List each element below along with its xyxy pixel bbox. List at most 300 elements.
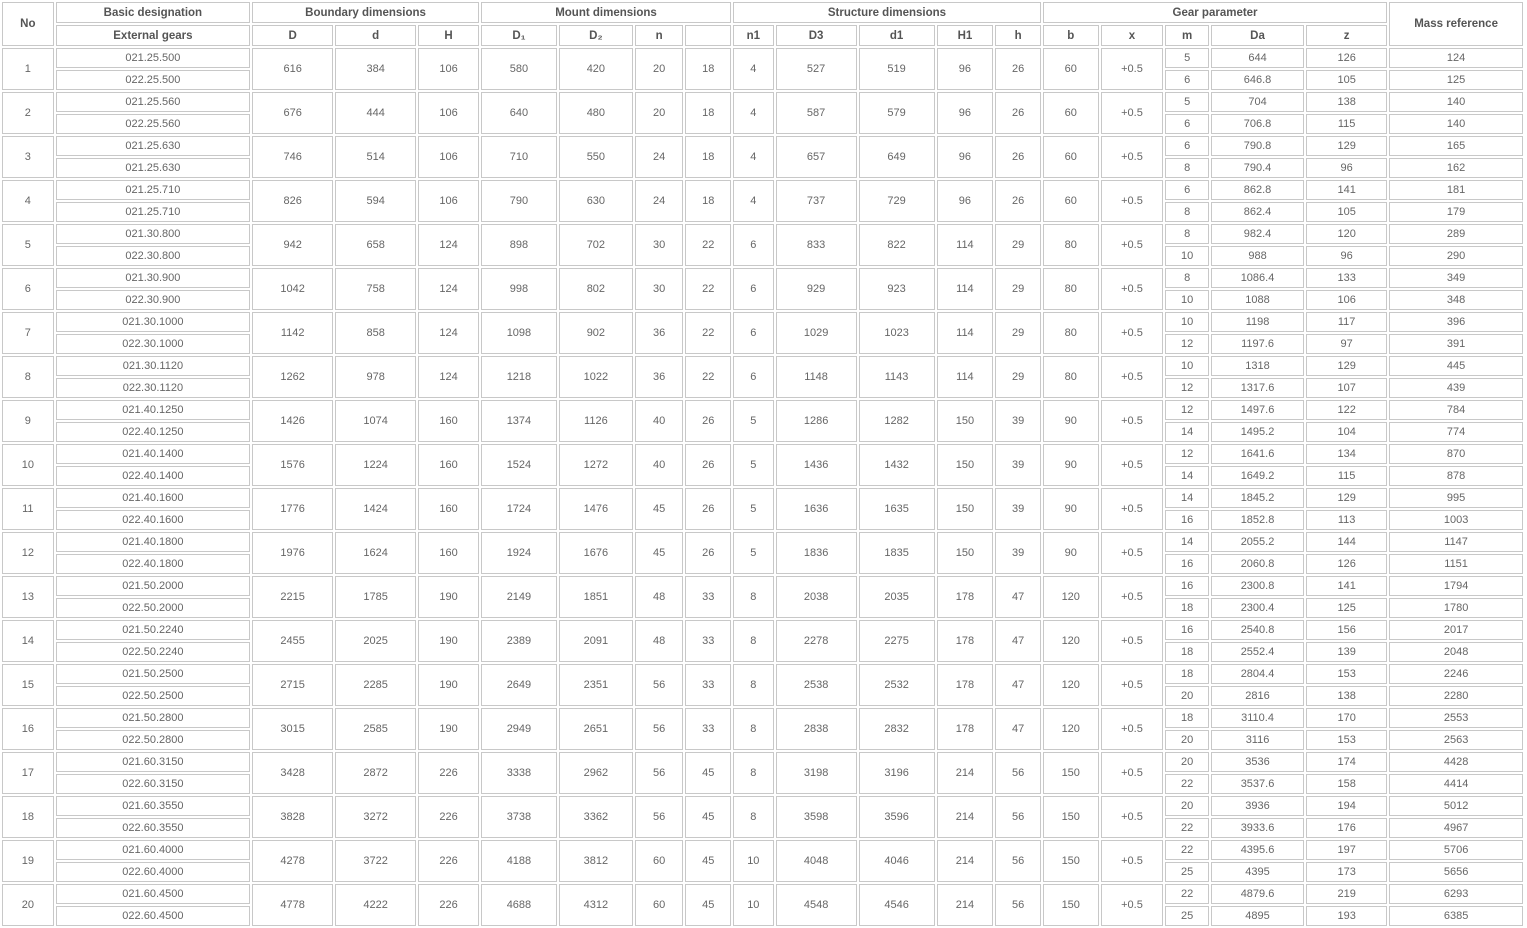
cell-d1: 1023	[859, 312, 935, 354]
cell-designation: 021.60.4500	[56, 884, 250, 904]
cell-designation: 021.50.2800	[56, 708, 250, 728]
cell-d: 4222	[335, 884, 416, 926]
cell-Da: 988	[1211, 246, 1304, 266]
cell-mass: 165	[1389, 136, 1523, 156]
cell-d: 594	[335, 180, 416, 222]
table-row	[2, 356, 1523, 376]
cell-z: 126	[1306, 554, 1387, 574]
cell-designation: 021.40.1400	[56, 444, 250, 464]
cell-designation: 022.30.900	[56, 290, 250, 310]
cell-Da: 2552.4	[1211, 642, 1304, 662]
cell-m: 6	[1165, 136, 1209, 156]
cell-m: 8	[1165, 268, 1209, 288]
cell-H: 160	[418, 444, 479, 486]
cell-x: +0.5	[1101, 136, 1164, 178]
cell-n1: 8	[733, 576, 774, 618]
header-mass-reference: Mass reference	[1389, 2, 1523, 46]
cell-Da: 706.8	[1211, 114, 1304, 134]
cell-n1: 5	[733, 532, 774, 574]
cell-b: 80	[1043, 356, 1099, 398]
cell-d: 1785	[335, 576, 416, 618]
cell-z: 120	[1306, 224, 1387, 244]
cell-b: 90	[1043, 400, 1099, 442]
cell-Da: 2300.8	[1211, 576, 1304, 596]
cell-H: 160	[418, 532, 479, 574]
cell-D1: 1524	[481, 444, 557, 486]
cell-n: 45	[635, 488, 684, 530]
cell-D1: 2949	[481, 708, 557, 750]
cell-mass: 290	[1389, 246, 1523, 266]
cell-e: 33	[685, 576, 731, 618]
cell-b: 150	[1043, 796, 1099, 838]
cell-d: 2025	[335, 620, 416, 662]
cell-e: 26	[685, 488, 731, 530]
header-boundary-dimensions: Boundary dimensions	[252, 2, 479, 23]
cell-z: 194	[1306, 796, 1387, 816]
cell-e: 33	[685, 620, 731, 662]
cell-D3: 1029	[776, 312, 857, 354]
cell-h: 56	[995, 796, 1041, 838]
cell-b: 80	[1043, 312, 1099, 354]
cell-D1: 580	[481, 48, 557, 90]
cell-b: 90	[1043, 444, 1099, 486]
cell-m: 18	[1165, 708, 1209, 728]
table-row	[2, 752, 1523, 772]
cell-n: 56	[635, 752, 684, 794]
cell-x: +0.5	[1101, 532, 1164, 574]
cell-H1: 114	[937, 268, 994, 310]
cell-Da: 2055.2	[1211, 532, 1304, 552]
cell-n1: 5	[733, 444, 774, 486]
cell-e: 22	[685, 356, 731, 398]
cell-n: 24	[635, 136, 684, 178]
cell-D: 1776	[252, 488, 333, 530]
cell-z: 115	[1306, 114, 1387, 134]
cell-D3: 1286	[776, 400, 857, 442]
cell-no: 20	[2, 884, 54, 926]
cell-h: 47	[995, 620, 1041, 662]
cell-Da: 790.8	[1211, 136, 1304, 156]
cell-x: +0.5	[1101, 48, 1164, 90]
cell-n1: 10	[733, 884, 774, 926]
cell-n1: 8	[733, 620, 774, 662]
cell-D3: 2038	[776, 576, 857, 618]
cell-mass: 6385	[1389, 906, 1523, 926]
cell-d: 444	[335, 92, 416, 134]
cell-Da: 862.4	[1211, 202, 1304, 222]
cell-mass: 1780	[1389, 598, 1523, 618]
header-Da: Da	[1211, 25, 1304, 46]
cell-designation: 022.50.2240	[56, 642, 250, 662]
cell-h: 26	[995, 48, 1041, 90]
cell-m: 14	[1165, 532, 1209, 552]
cell-designation: 021.30.900	[56, 268, 250, 288]
cell-designation: 021.50.2240	[56, 620, 250, 640]
cell-mass: 140	[1389, 92, 1523, 112]
cell-z: 138	[1306, 92, 1387, 112]
cell-Da: 1495.2	[1211, 422, 1304, 442]
cell-Da: 704	[1211, 92, 1304, 112]
cell-Da: 2540.8	[1211, 620, 1304, 640]
cell-d: 3722	[335, 840, 416, 882]
cell-h: 26	[995, 92, 1041, 134]
cell-mass: 162	[1389, 158, 1523, 178]
cell-z: 129	[1306, 488, 1387, 508]
cell-Da: 1852.8	[1211, 510, 1304, 530]
cell-z: 117	[1306, 312, 1387, 332]
table-row	[2, 840, 1523, 860]
cell-mass: 348	[1389, 290, 1523, 310]
cell-h: 29	[995, 312, 1041, 354]
cell-b: 80	[1043, 268, 1099, 310]
cell-mass: 2017	[1389, 620, 1523, 640]
cell-n: 48	[635, 576, 684, 618]
cell-z: 173	[1306, 862, 1387, 882]
cell-D2: 630	[559, 180, 633, 222]
header-x: x	[1101, 25, 1164, 46]
cell-mass: 784	[1389, 400, 1523, 420]
cell-h: 39	[995, 532, 1041, 574]
cell-e: 33	[685, 664, 731, 706]
cell-mass: 445	[1389, 356, 1523, 376]
cell-m: 22	[1165, 818, 1209, 838]
cell-d: 514	[335, 136, 416, 178]
cell-designation: 022.60.3550	[56, 818, 250, 838]
cell-H: 124	[418, 356, 479, 398]
cell-mass: 5706	[1389, 840, 1523, 860]
cell-d1: 519	[859, 48, 935, 90]
cell-z: 104	[1306, 422, 1387, 442]
cell-mass: 878	[1389, 466, 1523, 486]
header-no: No	[2, 2, 54, 46]
cell-D3: 657	[776, 136, 857, 178]
cell-h: 56	[995, 884, 1041, 926]
cell-m: 12	[1165, 444, 1209, 464]
cell-D3: 2838	[776, 708, 857, 750]
cell-m: 22	[1165, 884, 1209, 904]
cell-H1: 178	[937, 708, 994, 750]
cell-x: +0.5	[1101, 708, 1164, 750]
cell-mass: 2280	[1389, 686, 1523, 706]
cell-m: 20	[1165, 686, 1209, 706]
header-structure-dimensions: Structure dimensions	[733, 2, 1041, 23]
cell-mass: 1151	[1389, 554, 1523, 574]
cell-designation: 021.30.1120	[56, 356, 250, 376]
cell-h: 47	[995, 708, 1041, 750]
cell-D3: 1436	[776, 444, 857, 486]
cell-D1: 710	[481, 136, 557, 178]
cell-z: 129	[1306, 136, 1387, 156]
cell-e: 26	[685, 400, 731, 442]
cell-Da: 644	[1211, 48, 1304, 68]
cell-n: 24	[635, 180, 684, 222]
cell-m: 8	[1165, 158, 1209, 178]
header-external-gears: External gears	[56, 25, 250, 46]
cell-b: 150	[1043, 884, 1099, 926]
header-row-columns	[2, 25, 1523, 46]
cell-e: 22	[685, 224, 731, 266]
cell-mass: 4428	[1389, 752, 1523, 772]
cell-m: 14	[1165, 488, 1209, 508]
cell-D1: 4188	[481, 840, 557, 882]
cell-x: +0.5	[1101, 268, 1164, 310]
cell-no: 12	[2, 532, 54, 574]
cell-b: 150	[1043, 840, 1099, 882]
cell-e: 45	[685, 752, 731, 794]
cell-d1: 822	[859, 224, 935, 266]
cell-mass: 774	[1389, 422, 1523, 442]
cell-b: 150	[1043, 752, 1099, 794]
cell-designation: 021.25.710	[56, 202, 250, 222]
cell-designation: 021.25.500	[56, 48, 250, 68]
cell-z: 139	[1306, 642, 1387, 662]
cell-no: 14	[2, 620, 54, 662]
cell-m: 22	[1165, 840, 1209, 860]
cell-D1: 4688	[481, 884, 557, 926]
cell-D2: 4312	[559, 884, 633, 926]
cell-no: 15	[2, 664, 54, 706]
cell-H1: 96	[937, 180, 994, 222]
cell-d: 3272	[335, 796, 416, 838]
cell-mass: 5012	[1389, 796, 1523, 816]
cell-n1: 5	[733, 488, 774, 530]
table-row	[2, 312, 1523, 332]
cell-D2: 1272	[559, 444, 633, 486]
cell-n: 40	[635, 400, 684, 442]
cell-h: 56	[995, 752, 1041, 794]
cell-m: 8	[1165, 224, 1209, 244]
cell-d: 1224	[335, 444, 416, 486]
cell-D2: 550	[559, 136, 633, 178]
cell-D3: 3598	[776, 796, 857, 838]
header-z: z	[1306, 25, 1387, 46]
cell-mass: 181	[1389, 180, 1523, 200]
cell-n1: 4	[733, 136, 774, 178]
cell-m: 14	[1165, 422, 1209, 442]
table-row	[2, 488, 1523, 508]
cell-d1: 4046	[859, 840, 935, 882]
cell-designation: 022.50.2500	[56, 686, 250, 706]
cell-d1: 1835	[859, 532, 935, 574]
cell-d: 658	[335, 224, 416, 266]
cell-D1: 1098	[481, 312, 557, 354]
cell-D1: 3338	[481, 752, 557, 794]
cell-m: 16	[1165, 576, 1209, 596]
cell-Da: 4895	[1211, 906, 1304, 926]
cell-D: 1262	[252, 356, 333, 398]
cell-m: 12	[1165, 334, 1209, 354]
cell-designation: 022.30.1000	[56, 334, 250, 354]
cell-x: +0.5	[1101, 664, 1164, 706]
cell-z: 105	[1306, 202, 1387, 222]
cell-n: 56	[635, 664, 684, 706]
cell-H: 190	[418, 708, 479, 750]
cell-D3: 737	[776, 180, 857, 222]
cell-no: 8	[2, 356, 54, 398]
cell-m: 5	[1165, 92, 1209, 112]
table-row	[2, 136, 1523, 156]
cell-z: 141	[1306, 576, 1387, 596]
cell-Da: 1198	[1211, 312, 1304, 332]
cell-D1: 640	[481, 92, 557, 134]
cell-mass: 1147	[1389, 532, 1523, 552]
cell-m: 6	[1165, 180, 1209, 200]
cell-Da: 3933.6	[1211, 818, 1304, 838]
header-gear-parameter: Gear parameter	[1043, 2, 1387, 23]
cell-z: 158	[1306, 774, 1387, 794]
cell-h: 29	[995, 356, 1041, 398]
cell-m: 10	[1165, 290, 1209, 310]
cell-Da: 4395	[1211, 862, 1304, 882]
cell-designation: 021.25.710	[56, 180, 250, 200]
cell-x: +0.5	[1101, 752, 1164, 794]
cell-D3: 3198	[776, 752, 857, 794]
header-D3: D3	[776, 25, 857, 46]
cell-Da: 1641.6	[1211, 444, 1304, 464]
cell-x: +0.5	[1101, 224, 1164, 266]
header-basic-designation: Basic designation	[56, 2, 250, 23]
cell-n: 40	[635, 444, 684, 486]
cell-H1: 150	[937, 532, 994, 574]
cell-mass: 2048	[1389, 642, 1523, 662]
cell-mass: 391	[1389, 334, 1523, 354]
cell-D: 3428	[252, 752, 333, 794]
header-n1: n1	[733, 25, 774, 46]
cell-n: 30	[635, 268, 684, 310]
cell-H1: 114	[937, 312, 994, 354]
cell-n: 48	[635, 620, 684, 662]
cell-D2: 802	[559, 268, 633, 310]
cell-D1: 1724	[481, 488, 557, 530]
cell-z: 197	[1306, 840, 1387, 860]
cell-e: 45	[685, 796, 731, 838]
cell-Da: 2816	[1211, 686, 1304, 706]
table-row	[2, 400, 1523, 420]
cell-d: 858	[335, 312, 416, 354]
cell-n1: 6	[733, 224, 774, 266]
cell-n: 30	[635, 224, 684, 266]
cell-z: 133	[1306, 268, 1387, 288]
table-row	[2, 92, 1523, 112]
cell-no: 7	[2, 312, 54, 354]
cell-d1: 579	[859, 92, 935, 134]
cell-m: 14	[1165, 466, 1209, 486]
header-D2: D₂	[559, 25, 633, 46]
cell-Da: 1649.2	[1211, 466, 1304, 486]
cell-D: 2455	[252, 620, 333, 662]
cell-designation: 022.40.1400	[56, 466, 250, 486]
cell-no: 10	[2, 444, 54, 486]
cell-d1: 4546	[859, 884, 935, 926]
cell-Da: 1845.2	[1211, 488, 1304, 508]
cell-D1: 790	[481, 180, 557, 222]
cell-x: +0.5	[1101, 796, 1164, 838]
cell-h: 26	[995, 180, 1041, 222]
cell-z: 170	[1306, 708, 1387, 728]
cell-d1: 2275	[859, 620, 935, 662]
cell-m: 16	[1165, 510, 1209, 530]
cell-d: 1424	[335, 488, 416, 530]
table-row	[2, 48, 1523, 68]
cell-designation: 022.25.500	[56, 70, 250, 90]
cell-designation: 021.60.3150	[56, 752, 250, 772]
cell-d1: 1432	[859, 444, 935, 486]
cell-D1: 2149	[481, 576, 557, 618]
cell-e: 18	[685, 136, 731, 178]
cell-mass: 6293	[1389, 884, 1523, 904]
cell-D: 1576	[252, 444, 333, 486]
cell-m: 5	[1165, 48, 1209, 68]
cell-z: 106	[1306, 290, 1387, 310]
cell-designation: 022.30.800	[56, 246, 250, 266]
cell-b: 120	[1043, 664, 1099, 706]
cell-z: 176	[1306, 818, 1387, 838]
cell-n: 60	[635, 840, 684, 882]
table-row	[2, 268, 1523, 288]
cell-designation: 021.40.1600	[56, 488, 250, 508]
cell-h: 47	[995, 576, 1041, 618]
cell-H: 124	[418, 224, 479, 266]
header-mount-dimensions: Mount dimensions	[481, 2, 731, 23]
cell-D1: 1924	[481, 532, 557, 574]
table-row	[2, 444, 1523, 464]
cell-Da: 2804.4	[1211, 664, 1304, 684]
cell-n1: 6	[733, 356, 774, 398]
table-row	[2, 796, 1523, 816]
cell-designation: 022.40.1250	[56, 422, 250, 442]
cell-H1: 178	[937, 664, 994, 706]
cell-m: 25	[1165, 862, 1209, 882]
cell-D: 826	[252, 180, 333, 222]
cell-d1: 3596	[859, 796, 935, 838]
cell-n1: 6	[733, 268, 774, 310]
cell-designation: 022.30.1120	[56, 378, 250, 398]
cell-no: 19	[2, 840, 54, 882]
cell-Da: 1197.6	[1211, 334, 1304, 354]
table-row	[2, 884, 1523, 904]
cell-Da: 3936	[1211, 796, 1304, 816]
cell-e: 22	[685, 312, 731, 354]
cell-D3: 4048	[776, 840, 857, 882]
cell-D1: 3738	[481, 796, 557, 838]
cell-D: 3015	[252, 708, 333, 750]
cell-designation: 021.40.1800	[56, 532, 250, 552]
cell-D: 2715	[252, 664, 333, 706]
cell-designation: 021.25.630	[56, 158, 250, 178]
cell-designation: 022.25.560	[56, 114, 250, 134]
cell-d1: 2832	[859, 708, 935, 750]
cell-e: 26	[685, 444, 731, 486]
cell-m: 10	[1165, 246, 1209, 266]
cell-d1: 3196	[859, 752, 935, 794]
cell-m: 6	[1165, 114, 1209, 134]
cell-b: 60	[1043, 180, 1099, 222]
cell-Da: 3536	[1211, 752, 1304, 772]
cell-D: 1042	[252, 268, 333, 310]
cell-H: 160	[418, 400, 479, 442]
cell-b: 90	[1043, 532, 1099, 574]
cell-designation: 021.25.560	[56, 92, 250, 112]
cell-x: +0.5	[1101, 444, 1164, 486]
cell-mass: 4414	[1389, 774, 1523, 794]
header-D: D	[252, 25, 333, 46]
cell-D: 746	[252, 136, 333, 178]
cell-z: 97	[1306, 334, 1387, 354]
cell-m: 18	[1165, 598, 1209, 618]
cell-b: 120	[1043, 576, 1099, 618]
cell-H1: 178	[937, 576, 994, 618]
cell-H: 226	[418, 796, 479, 838]
